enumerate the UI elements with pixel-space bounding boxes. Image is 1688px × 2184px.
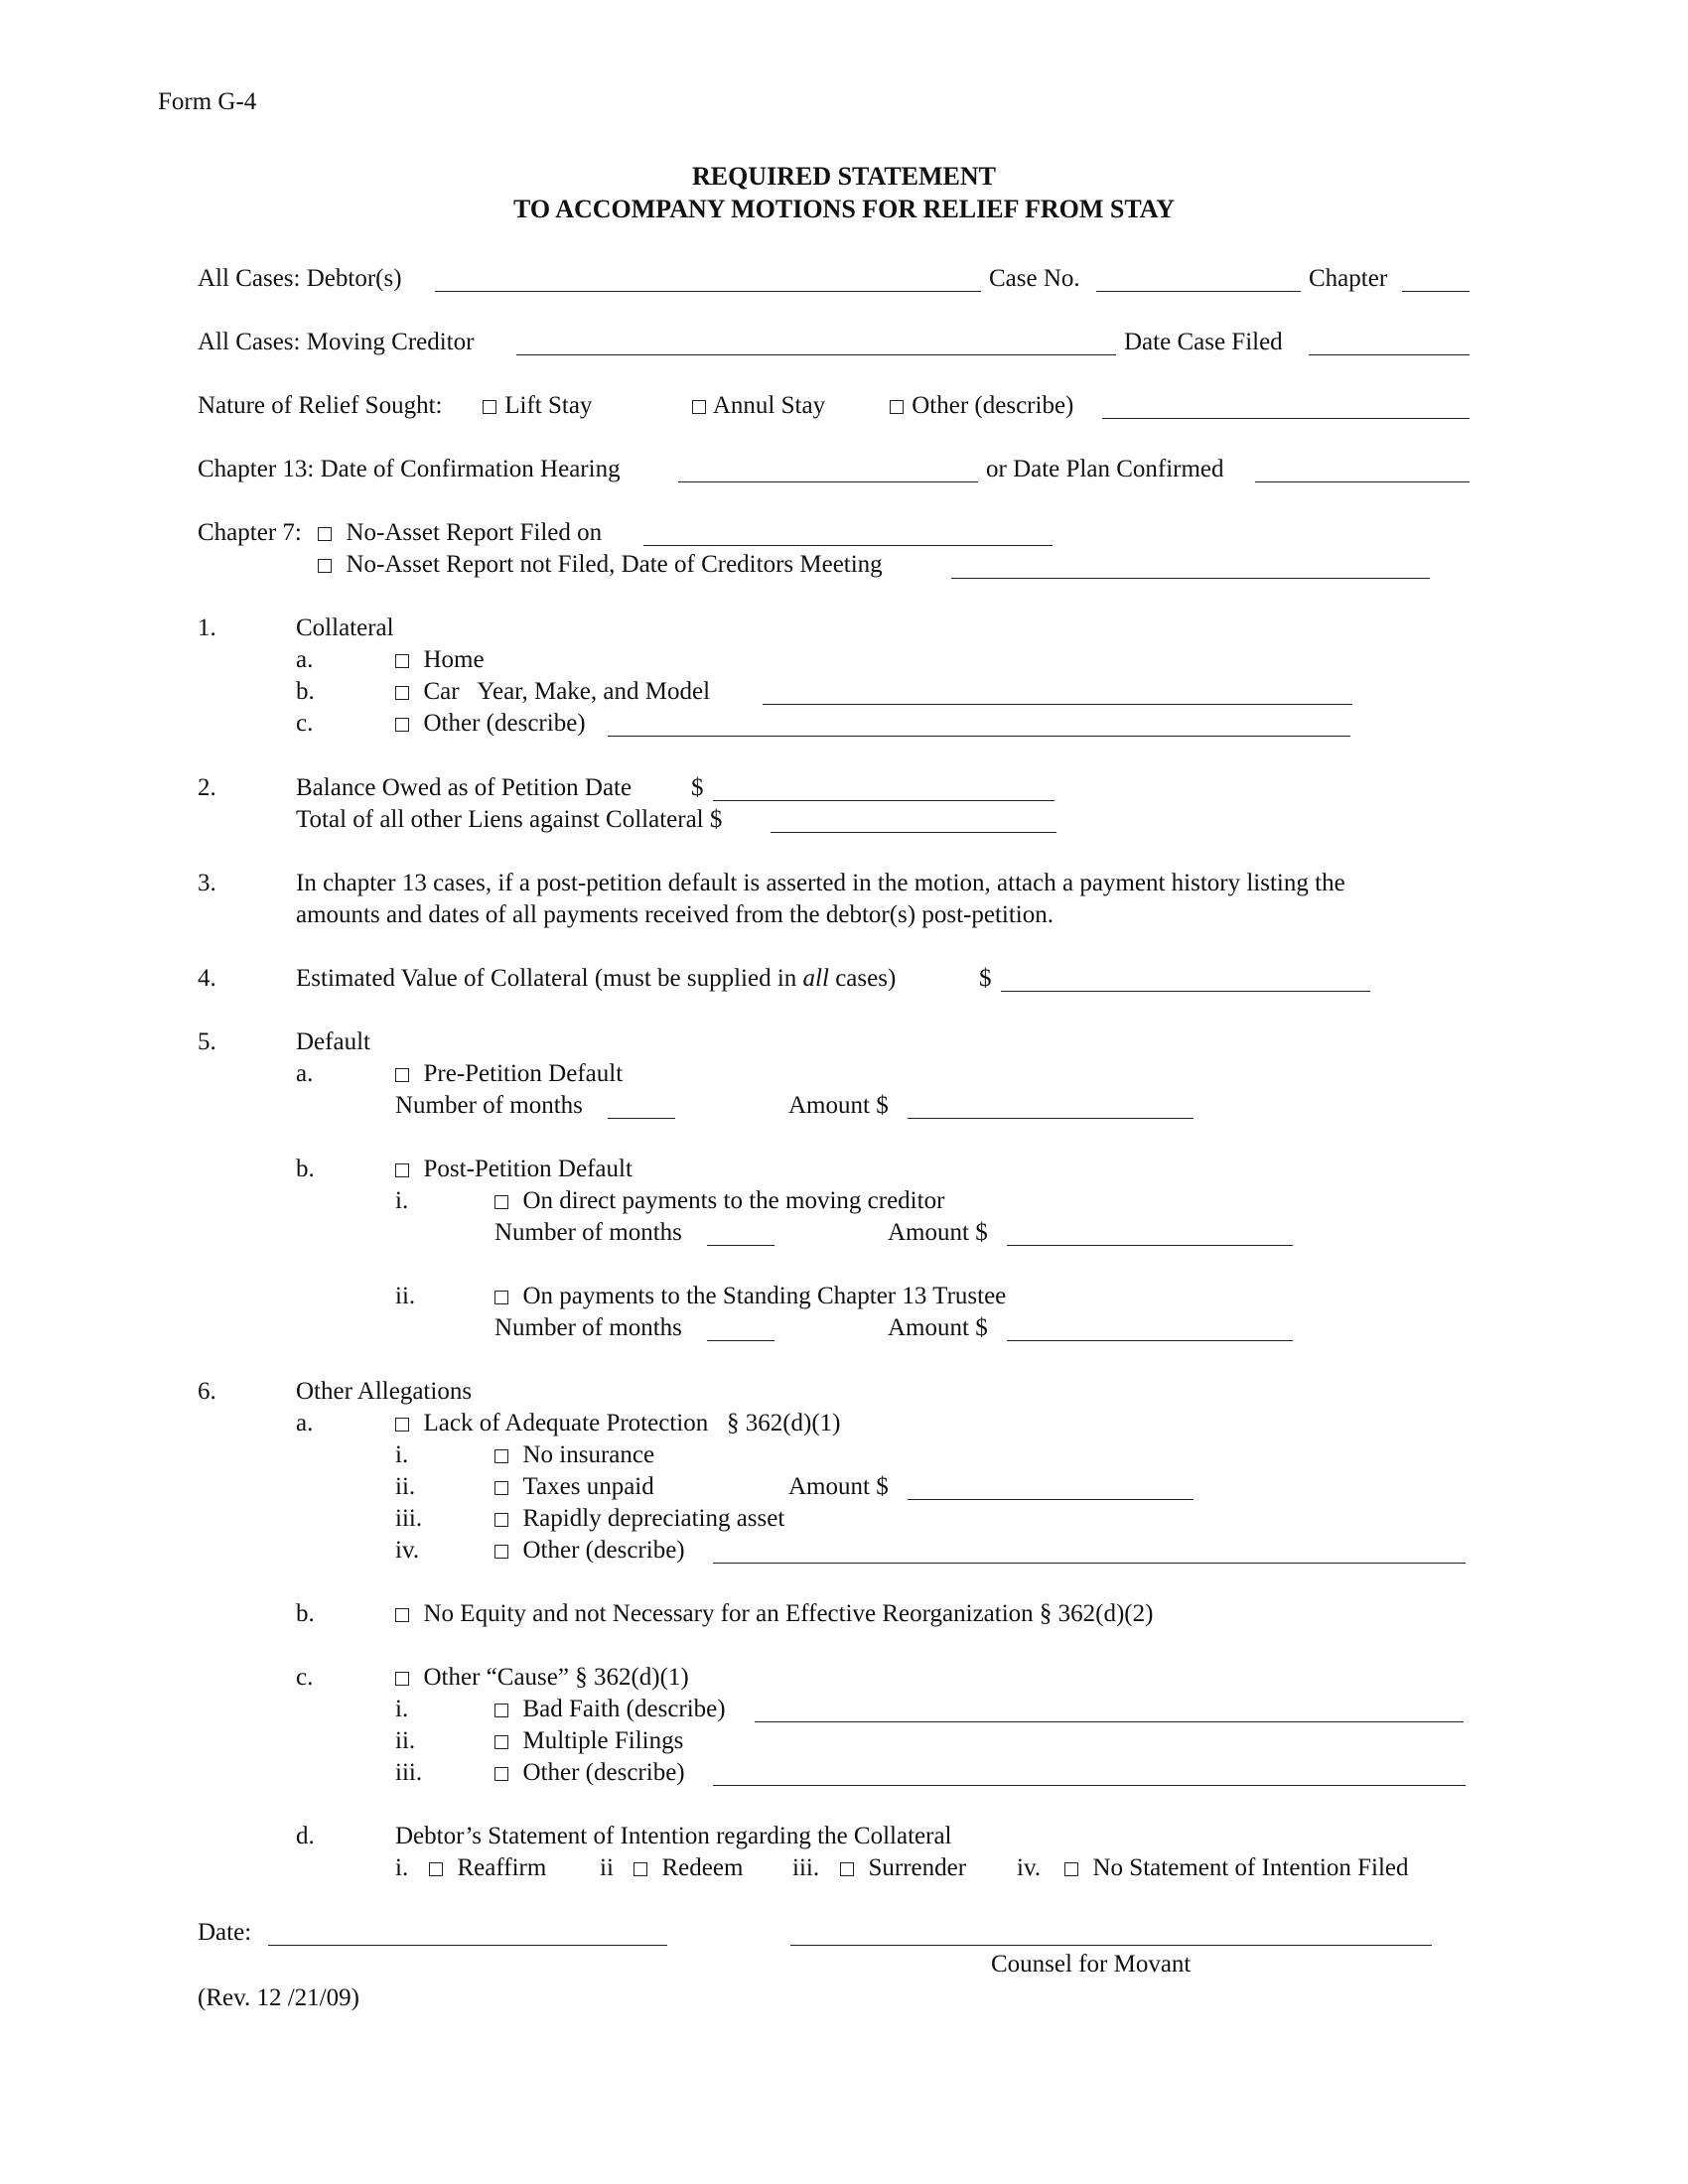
- other-liens-field[interactable]: [771, 832, 1056, 833]
- no-asset-filed-option[interactable]: No-Asset Report Filed on: [318, 520, 602, 545]
- date-plan-confirmed-label: or Date Plan Confirmed: [986, 456, 1224, 482]
- direct-amount-field[interactable]: [1007, 1245, 1293, 1246]
- surrender-option[interactable]: Surrender: [840, 1855, 966, 1880]
- collateral-home-option[interactable]: Home: [395, 647, 485, 672]
- s6-c-iii-label: iii.: [395, 1759, 423, 1786]
- revision-date: (Rev. 12 /21/09): [198, 1984, 359, 2011]
- checkbox-icon[interactable]: [395, 1163, 409, 1177]
- section-2-number: 2.: [198, 774, 216, 801]
- pre-petition-amount-field[interactable]: [908, 1118, 1194, 1119]
- estimated-value-dollar: $: [979, 965, 992, 992]
- section-4-number: 4.: [198, 965, 216, 992]
- post-petition-default-option[interactable]: Post-Petition Default: [395, 1157, 633, 1181]
- s6-a-iii-label: iii.: [395, 1505, 423, 1532]
- checkbox-icon[interactable]: [395, 718, 409, 732]
- s1-b-label: b.: [296, 678, 315, 705]
- date-case-filed-label: Date Case Filed: [1124, 329, 1283, 355]
- creditors-meeting-field[interactable]: [951, 578, 1430, 579]
- section-5-number: 5.: [198, 1028, 216, 1055]
- s6-a-i-label: i.: [395, 1441, 409, 1468]
- collateral-car-option[interactable]: Car Year, Make, and Model: [395, 679, 710, 704]
- s6-d-iii-label: iii.: [792, 1854, 820, 1881]
- c-other-option[interactable]: Other (describe): [494, 1760, 685, 1785]
- s6-d-iv-label: iv.: [1017, 1854, 1042, 1881]
- checkbox-icon[interactable]: [494, 1291, 508, 1304]
- lack-adequate-protection-option[interactable]: Lack of Adequate Protection § 362(d)(1): [395, 1411, 841, 1435]
- balance-owed-label: Balance Owed as of Petition Date: [296, 774, 633, 801]
- confirmation-hearing-label: Chapter 13: Date of Confirmation Hearing: [198, 456, 621, 482]
- confirmation-hearing-field[interactable]: [678, 481, 978, 482]
- checkbox-icon[interactable]: [494, 1195, 508, 1209]
- s6-c-ii-label: ii.: [395, 1727, 416, 1754]
- bad-faith-option[interactable]: Bad Faith (describe): [494, 1697, 726, 1721]
- pre-petition-default-option[interactable]: Pre-Petition Default: [395, 1061, 623, 1086]
- balance-dollar-sign: $: [691, 774, 704, 801]
- estimated-value-label: Estimated Value of Collateral (must be supplied in all cases): [296, 965, 897, 992]
- section-1-number: 1.: [198, 614, 216, 641]
- car-model-field[interactable]: [763, 704, 1352, 705]
- section-6-number: 6.: [198, 1378, 216, 1405]
- s5-b-ii-label: ii.: [395, 1283, 416, 1309]
- title-line-2: TO ACCOMPANY MOTIONS FOR RELIEF FROM STAY: [513, 195, 1175, 223]
- no-insurance-option[interactable]: No insurance: [494, 1442, 654, 1467]
- trustee-payments-option[interactable]: On payments to the Standing Chapter 13 Trustee: [494, 1284, 1006, 1308]
- s6-d-i-label: i.: [395, 1854, 409, 1881]
- case-no-field[interactable]: [1096, 291, 1301, 292]
- trustee-amount-field[interactable]: [1007, 1340, 1293, 1341]
- date-plan-confirmed-field[interactable]: [1255, 481, 1470, 482]
- checkbox-icon[interactable]: [494, 1481, 508, 1495]
- s6-c-i-label: i.: [395, 1696, 409, 1722]
- multiple-filings-option[interactable]: Multiple Filings: [494, 1728, 683, 1753]
- direct-amount-label: Amount $: [888, 1219, 988, 1246]
- debtor-label: All Cases: Debtor(s): [198, 265, 402, 292]
- signature-line[interactable]: [790, 1945, 1432, 1946]
- estimated-value-field[interactable]: [1001, 991, 1370, 992]
- checkbox-icon[interactable]: [494, 1767, 508, 1781]
- pre-petition-amount-label: Amount $: [788, 1092, 889, 1119]
- s5-b-i-label: i.: [395, 1187, 409, 1214]
- s1-a-label: a.: [296, 646, 314, 673]
- checkbox-icon[interactable]: [483, 400, 496, 414]
- section-3-number: 3.: [198, 870, 216, 896]
- reaffirm-option[interactable]: Reaffirm: [429, 1855, 546, 1880]
- section-3-line-1: In chapter 13 cases, if a post-petition default is asserted in the motion, attach a payment history listing the: [296, 870, 1345, 896]
- checkbox-icon[interactable]: [633, 1862, 647, 1876]
- balance-owed-field[interactable]: [713, 800, 1055, 801]
- trustee-months-field[interactable]: [707, 1340, 774, 1341]
- other-liens-label: Total of all other Liens against Collateral $: [296, 806, 723, 833]
- moving-creditor-field[interactable]: [516, 354, 1116, 355]
- section-3-line-2: amounts and dates of all payments received from the debtor(s) post-petition.: [296, 901, 1054, 928]
- section-5-title: Default: [296, 1028, 370, 1055]
- annul-stay-option[interactable]: Annul Stay: [692, 393, 825, 418]
- checkbox-icon[interactable]: [429, 1862, 443, 1876]
- a-other-field[interactable]: [713, 1563, 1466, 1564]
- no-asset-not-filed-option[interactable]: No-Asset Report not Filed, Date of Creditors Meeting: [318, 552, 883, 577]
- date-case-filed-field[interactable]: [1309, 354, 1470, 355]
- s6-c-label: c.: [296, 1664, 314, 1691]
- section-1-title: Collateral: [296, 614, 394, 641]
- taxes-amount-field[interactable]: [908, 1499, 1194, 1500]
- other-relief-field[interactable]: [1102, 418, 1470, 419]
- section-6-title: Other Allegations: [296, 1378, 473, 1405]
- taxes-unpaid-option[interactable]: Taxes unpaid: [494, 1474, 654, 1499]
- checkbox-icon[interactable]: [395, 1608, 409, 1622]
- lift-stay-option[interactable]: Lift Stay: [483, 393, 592, 418]
- no-statement-option[interactable]: No Statement of Intention Filed: [1064, 1855, 1409, 1880]
- s5-a-label: a.: [296, 1060, 314, 1087]
- checkbox-icon[interactable]: [395, 686, 409, 700]
- moving-creditor-label: All Cases: Moving Creditor: [198, 329, 475, 355]
- case-no-label: Case No.: [989, 265, 1080, 292]
- no-equity-option[interactable]: No Equity and not Necessary for an Effective Reorganization § 362(d)(2): [395, 1601, 1153, 1626]
- depreciating-asset-option[interactable]: Rapidly depreciating asset: [494, 1506, 784, 1531]
- date-field[interactable]: [268, 1945, 667, 1946]
- checkbox-icon[interactable]: [395, 654, 409, 668]
- checkbox-icon[interactable]: [840, 1862, 854, 1876]
- checkbox-icon[interactable]: [494, 1704, 508, 1717]
- bad-faith-field[interactable]: [755, 1721, 1464, 1722]
- taxes-amount-label: Amount $: [788, 1473, 889, 1500]
- trustee-months-label: Number of months: [494, 1314, 682, 1341]
- direct-payments-option[interactable]: On direct payments to the moving creditor: [494, 1188, 944, 1213]
- pre-petition-months-field[interactable]: [608, 1118, 675, 1119]
- chapter-field[interactable]: [1402, 291, 1470, 292]
- checkbox-icon[interactable]: [318, 527, 332, 541]
- checkbox-icon[interactable]: [395, 1068, 409, 1082]
- s1-c-label: c.: [296, 710, 314, 737]
- s5-b-label: b.: [296, 1156, 315, 1182]
- checkbox-icon[interactable]: [494, 1545, 508, 1559]
- s6-a-label: a.: [296, 1410, 314, 1436]
- nature-relief-label: Nature of Relief Sought:: [198, 392, 443, 419]
- s6-d-ii-label: ii: [600, 1854, 614, 1881]
- checkbox-icon[interactable]: [494, 1513, 508, 1527]
- redeem-option[interactable]: Redeem: [633, 1855, 743, 1880]
- counsel-for-movant-label: Counsel for Movant: [991, 1951, 1192, 1978]
- checkbox-icon[interactable]: [494, 1449, 508, 1463]
- pre-petition-months-label: Number of months: [395, 1092, 583, 1119]
- statement-of-intention-label: Debtor’s Statement of Intention regarding the Collateral: [395, 1823, 952, 1849]
- checkbox-icon[interactable]: [890, 400, 904, 414]
- collateral-other-option[interactable]: Other (describe): [395, 711, 586, 736]
- date-label: Date:: [198, 1919, 252, 1946]
- chapter-label: Chapter: [1309, 265, 1388, 292]
- s6-d-label: d.: [296, 1823, 315, 1849]
- checkbox-icon[interactable]: [692, 400, 706, 414]
- chapter7-label: Chapter 7:: [198, 519, 302, 546]
- debtor-field[interactable]: [435, 291, 981, 292]
- checkbox-icon[interactable]: [395, 1418, 409, 1432]
- checkbox-icon[interactable]: [318, 559, 332, 573]
- other-relief-option[interactable]: Other (describe): [890, 393, 1073, 418]
- s6-b-label: b.: [296, 1600, 315, 1627]
- direct-months-label: Number of months: [494, 1219, 682, 1246]
- a-other-option[interactable]: Other (describe): [494, 1538, 685, 1563]
- no-asset-filed-field[interactable]: [643, 545, 1053, 546]
- form-id: Form G-4: [158, 88, 257, 115]
- checkbox-icon[interactable]: [1064, 1862, 1078, 1876]
- trustee-amount-label: Amount $: [888, 1314, 988, 1341]
- checkbox-icon[interactable]: [395, 1672, 409, 1686]
- c-other-field[interactable]: [713, 1785, 1466, 1786]
- s6-a-iv-label: iv.: [395, 1537, 420, 1564]
- s6-a-ii-label: ii.: [395, 1473, 416, 1500]
- direct-months-field[interactable]: [707, 1245, 774, 1246]
- other-cause-option[interactable]: Other “Cause” § 362(d)(1): [395, 1665, 689, 1690]
- checkbox-icon[interactable]: [494, 1735, 508, 1749]
- title-line-1: REQUIRED STATEMENT: [691, 162, 997, 191]
- collateral-other-field[interactable]: [608, 736, 1350, 737]
